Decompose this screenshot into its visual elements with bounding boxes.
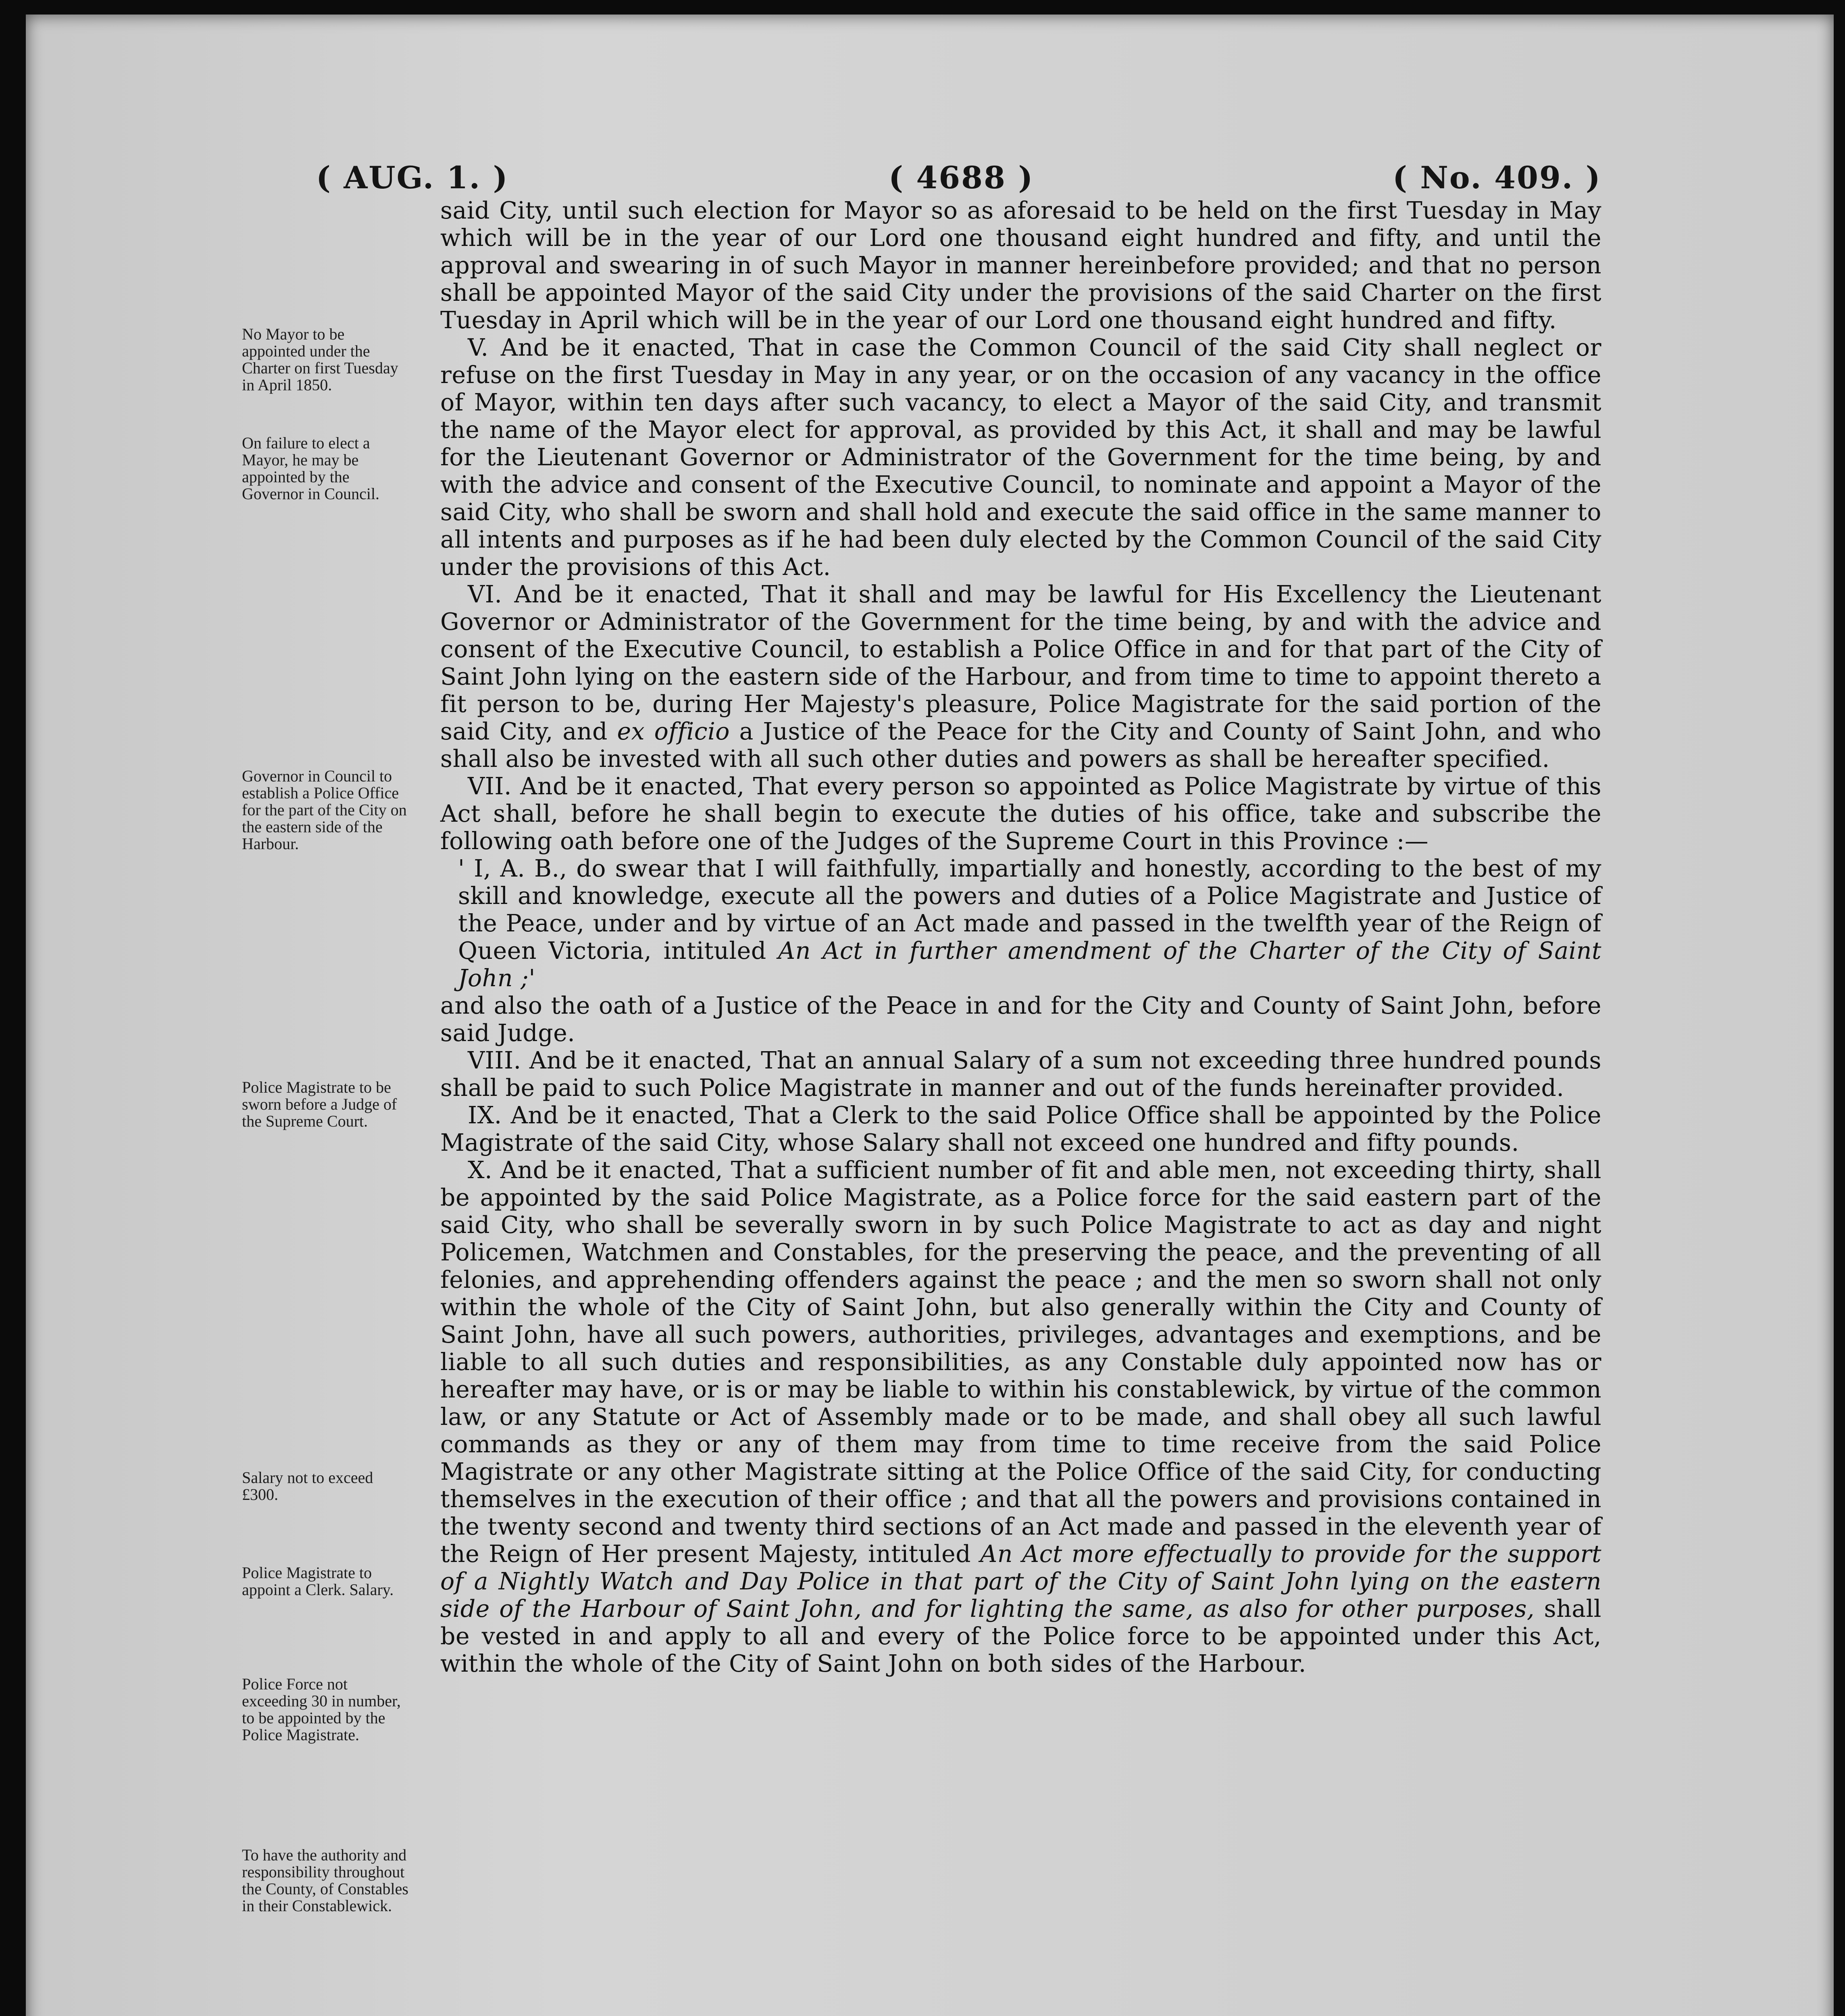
- margin-note: Governor in Council to establish a Police Office for the part of the City on the eastern side of the Harbour.: [242, 767, 407, 853]
- main-text: [440, 197, 1601, 1677]
- section-10: [440, 1156, 1601, 1677]
- section-6: [440, 581, 1601, 773]
- margin-note: Police Magistrate to appoint a Clerk. Salary.: [242, 1564, 394, 1599]
- margin-note: Police Force not exceeding 30 in number, to be appointed by the Police Magistrate.: [242, 1675, 401, 1744]
- oath-text: [458, 855, 1601, 992]
- section-10-text: X. And be it enacted, That a sufficient number of fit and able men, not exceeding thirty, shall be appointed by the said Police Magistrate, as a Police force for the said eastern part of the said City, who shall be severally sworn in by such Police Magistrate to act as day and night Policemen, Watchmen and Constables, for the preserving the peace, and the preventing of all felonies, and apprehending offenders against the peace ; and the men so sworn shall not only within the whole of the City of Saint John, but also generally within the City and County of Saint John, have all such powers, authorities, privileges, advantages and exemptions, and be liable to all such duties and responsibilities, as any Constable duly appointed now has or hereafter may have, or is or may be liable to within his constablewick, by virtue of the common law, or any Statute or Act of Assembly made or to be made, and shall obey all such lawful commands as they or any of them may from time to time receive from the said Police Magistrate or any other Magistrate sitting at the Police Office of the said City, for conducting themselves in the execution of their office ; and that all the powers and provisions contained in the twenty second and twenty third sections of an Act made and passed in the eleventh year of the Reign of Her present Majesty, intituled: [440, 1156, 1601, 1568]
- section-7-continuation: and also the oath of a Justice of the Peace in and for the City and County of Saint John, before said Judge.: [440, 992, 1601, 1047]
- section-6-text: VI. And be it enacted, That it shall and may be lawful for His Excellency the Lieutenant Governor or Administrator of the Government for the time being, by and with the advice and consent of the Executive Council, to establish a Police Office in and for that part of the City of Saint John lying on the eastern side of the Harbour, and from time to time to appoint thereto a fit person to be, during Her Majesty's pleasure, Police Magistrate for the said portion of the said City, and: [440, 581, 1601, 745]
- oath-body: ' I, A. B., do swear that I will faithfully, impartially and honestly, according to the best of my skill and knowledge, execute all the powers and duties of a Police Magistrate and Justice of the Peace, under and by virtue of an Act made and passed in the twelfth year of the Reign of Queen Victoria, intituled: [458, 855, 1601, 964]
- margin-note: Police Magistrate to be sworn before a Judge of the Supreme Court.: [242, 1078, 397, 1130]
- margin-note: On failure to elect a Mayor, he may be appointed by the Governor in Council.: [242, 434, 380, 503]
- section-5: V. And be it enacted, That in case the Common Council of the said City shall neglect or refuse on the first Tuesday in May in any year, or on the occasion of any vacancy in the office of Mayor, within ten days after such vacancy, to elect a Mayor of the said City, and transmit the name of the Mayor elect for approval, as provided by this Act, it shall and may be lawful for the Lieutenant Governor or Administrator of the Government for the time being, by and with the advice and consent of the Executive Council, to nominate and appoint a Mayor of the said City, who shall be sworn and shall hold and execute the said office in the same manner to all intents and purposes as if he had been duly elected by the Common Council of the said City under the provisions of this Act.: [440, 334, 1601, 581]
- oath-act-title: An Act in further amendment of the Charter of the City of Saint John ;': [458, 937, 1601, 992]
- section-6-text-end: a Justice of the Peace for the City and County of Saint John, and who shall also be invested with all such other duties and powers as shall be hereafter specified.: [440, 718, 1601, 773]
- paragraph-continuation: said City, until such election for Mayor so as aforesaid to be held on the first Tuesday in May which will be in the year of our Lord one thousand eight hundred and fifty, and until the approval and swearing in of such Mayor in manner hereinbefore provided; and that no person shall be appointed Mayor of the said City under the provisions of the said Charter on the first Tuesday in April which will be in the year of our Lord one thousand eight hundred and fifty.: [440, 197, 1601, 334]
- section-9: IX. And be it enacted, That a Clerk to the said Police Office shall be appointed by the Police Magistrate of the said City, whose Salary shall not exceed one hundred and fifty pounds.: [440, 1102, 1601, 1156]
- section-8: VIII. And be it enacted, That an annual Salary of a sum not exceeding three hundred pounds shall be paid to such Police Magistrate in manner and out of the funds hereinafter provided.: [440, 1047, 1601, 1102]
- section-6-italic: ex officio: [617, 718, 730, 745]
- margin-note: No Mayor to be appointed under the Charter on first Tuesday in April 1850.: [242, 325, 398, 394]
- header-act-number: ( No. 409. ): [1393, 160, 1601, 196]
- margin-note: To have the authority and responsibility throughout the County, of Constables in their Constablewick.: [242, 1846, 408, 1915]
- section-10-text-end: shall be vested in and apply to all and every of the Police force to be appointed under this Act, within the whole of the City of Saint John on both sides of the Harbour.: [440, 1595, 1601, 1677]
- section-10-act-title: An Act more effectually to provide for the support of a Nightly Watch and Day Police in that part of the City of Saint John lying on the eastern side of the Harbour of Saint John, and for lighting the same, as also for other purposes,: [440, 1540, 1602, 1622]
- section-7: VII. And be it enacted, That every person so appointed as Police Magistrate by virtue of this Act shall, before he shall begin to execute the duties of his office, take and subscribe the following oath before one of the Judges of the Supreme Court in this Province :—: [440, 773, 1601, 855]
- margin-note: Salary not to exceed £300.: [242, 1468, 373, 1504]
- header-date: ( AUG. 1. ): [316, 160, 509, 196]
- header-page-number: ( 4688 ): [889, 160, 1034, 196]
